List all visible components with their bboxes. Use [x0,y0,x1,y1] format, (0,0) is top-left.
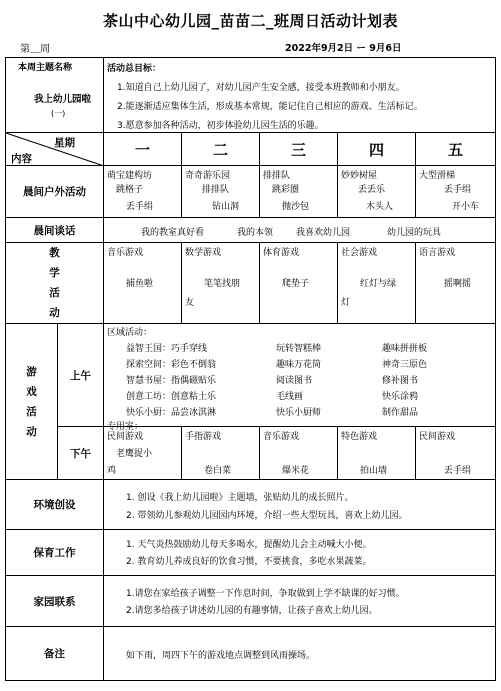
date-range: 2022年9月2日 ー 9月6日 [285,43,402,54]
outdoor-item: 丢手绢 [444,185,472,195]
teaching-item: 灯 [341,298,351,308]
game-label-char: 游 [26,365,37,378]
area-item: 毛线画 [276,392,304,402]
teaching-cell [416,243,496,324]
teaching-label-char: 学 [49,267,60,279]
care-label: 保育工作 [6,530,104,576]
header-star: 星期 [54,137,75,149]
page-title: 茶山中心幼儿园_苗苗二_班周日活动计划表 [102,12,398,30]
family-label: 家园联系 [6,576,104,627]
pm-cell [104,427,182,480]
env-item: 2. 带领幼儿参观幼儿园园内环境，介绍一些大型玩具，喜欢上幼儿园。 [126,511,408,521]
goal-item: 3.愿意参加各种活动，初步体验幼儿园生活的乐趣。 [117,121,324,131]
pm-item: 拍山墙 [360,466,388,476]
note-row [6,627,496,681]
area-item: 探索空间：彩色不倒翁 [126,360,217,370]
header-content: 内容 [11,153,32,165]
teaching-cell [260,243,338,324]
teaching-item: 摇啊摇 [444,279,472,289]
day-mon: 一 [104,133,182,166]
teaching-label-char: 动 [49,307,60,319]
area-item: 趣味万花筒 [276,360,322,370]
pm-item: 老鹰捉小 [116,449,153,459]
area-item: 快乐小厨：品尝冰淇淋 [126,408,217,418]
note-text: 如下雨，周四下午的游戏地点调整到风雨操场。 [126,651,316,661]
game-label-char: 戏 [26,385,37,398]
area-label: 区域活动： [107,328,153,338]
teaching-label-char: 活 [49,287,60,299]
day-tue: 二 [182,133,260,166]
family-item: 1.请您在家给孩子调整一下作息时间，争取做到上学不缺课的好习惯。 [126,589,405,599]
goal-item: 1.知道自己上幼儿园了，对幼儿园产生安全感，接受本班教师和小朋友。 [117,83,405,93]
talk-item: 我的教室真好看 [141,228,205,238]
teaching-cell [104,243,182,324]
teaching-item: 笔笔找朋 [204,279,241,289]
area-item: 修补图书 [382,376,419,386]
outdoor-item: 钻山洞 [212,202,240,212]
pm-label: 下午 [58,427,104,480]
pm-cell [338,427,416,480]
teaching-type: 数学游戏 [185,248,222,258]
outdoor-cell [260,166,338,218]
outdoor-item: 跳格子 [116,185,144,195]
talk-item: 我的本领 [237,228,274,238]
area-item: 智慧书屋：指偶磁贴乐 [126,376,217,386]
teaching-type: 体育游戏 [263,248,300,258]
game-pm-row [6,427,496,480]
teaching-label-char: 教 [49,247,60,259]
header-corner [6,133,104,166]
family-row [6,576,496,627]
care-item: 1. 天气炎热鼓励幼儿每天多喝水，提醒幼儿会主动喊大小便。 [126,540,372,550]
outdoor-row [6,166,496,218]
goal-item: 2.能逐渐适应集体生活，形成基本常规，能记住自己相应的游戏、生活标记。 [117,102,423,112]
pm-type: 特色游戏 [341,432,378,442]
env-label: 环境创设 [6,480,104,530]
day-wed: 三 [260,133,338,166]
theme-sub: (一) [51,109,66,118]
day-fri: 五 [416,133,496,166]
special-label: 专用室： [107,422,144,432]
care-cell [104,530,496,576]
teaching-label [6,243,104,324]
pm-cell [260,427,338,480]
talk-item: 我喜欢幼儿园 [296,228,351,238]
teaching-item: 爬垫子 [282,279,310,289]
area-item: 益智王国：巧手穿线 [126,344,208,354]
talk-row [6,218,496,243]
teaching-row [6,243,496,324]
pm-type: 手指游戏 [185,432,222,442]
talk-label: 晨间谈话 [6,218,104,243]
outdoor-item: 丢手绢 [126,202,154,212]
outdoor-item: 妙妙树屋 [341,171,378,181]
pm-type: 民间游戏 [107,432,144,442]
theme-row [6,58,496,133]
teaching-type: 社会游戏 [341,248,378,258]
game-label-char: 活 [26,405,37,418]
outdoor-cell [104,166,182,218]
game-am-row [6,324,496,427]
teaching-type: 音乐游戏 [107,248,144,258]
care-item: 2. 教育幼儿养成良好的饮食习惯，不要挑食，多吃水果蔬菜。 [126,557,372,567]
talk-cell [104,218,496,243]
day-thu: 四 [338,133,416,166]
env-cell [104,480,496,530]
teaching-type: 语言游戏 [419,248,456,258]
teaching-item: 红灯与绿 [360,279,397,289]
pm-item: 鸡 [107,466,117,476]
teaching-item: 捕鱼啦 [126,279,154,289]
pm-item: 卷白菜 [204,466,232,476]
outdoor-label: 晨间户外活动 [6,166,104,218]
game-label-char: 动 [26,425,37,438]
note-cell [104,627,496,681]
pm-type: 音乐游戏 [263,432,300,442]
goals-label: 活动总目标： [107,64,162,74]
outdoor-item: 大型滑梯 [419,171,456,181]
goals-cell [104,58,496,133]
family-cell [104,576,496,627]
area-item: 阅读图书 [276,376,313,386]
outdoor-item: 抛沙包 [282,202,310,212]
area-item: 玩转智糕棒 [276,344,322,354]
plan-table [5,57,496,681]
area-item: 制作甜品 [382,408,419,418]
area-item: 快乐小厨师 [276,408,322,418]
teaching-cell [182,243,260,324]
weekday-row [6,133,496,166]
outdoor-cell [338,166,416,218]
family-item: 2.请您多给孩子讲述幼儿园的有趣事情，让孩子喜欢上幼儿园。 [126,606,378,616]
outdoor-item: 跳彩圈 [272,185,300,195]
outdoor-item: 排排队 [263,171,291,181]
pm-item: 丢手绢 [444,466,472,476]
area-item: 趣味拼拼板 [382,344,428,354]
theme-name: 我上幼儿园啦 [34,94,92,105]
pm-item: 爆米花 [282,466,310,476]
outdoor-item: 木头人 [366,202,394,212]
pm-cell [416,427,496,480]
outdoor-cell [416,166,496,218]
theme-cell [6,58,104,133]
area-item: 神奇三原色 [382,360,428,370]
outdoor-item: 奇奇游乐园 [185,171,231,181]
teaching-item: 友 [185,298,195,308]
talk-item: 幼儿园的玩具 [387,228,442,238]
area-cell [104,324,496,432]
subheader [0,40,501,56]
outdoor-item: 开小车 [452,202,480,212]
outdoor-item: 排排队 [202,185,230,195]
area-item: 快乐涂鸦 [382,392,419,402]
pm-cell [182,427,260,480]
am-label: 上午 [58,324,104,427]
outdoor-item: 萌宝建构坊 [107,171,153,181]
theme-label: 本周主题名称 [18,63,73,73]
area-item: 创意工坊：创意粘土乐 [126,392,217,402]
env-row [6,480,496,530]
env-item: 1. 创设《我上幼儿园啦》主题墙，张贴幼儿的成长照片。 [126,493,354,503]
outdoor-item: 丢丢乐 [358,185,386,195]
note-label: 备注 [6,627,104,681]
care-row [6,530,496,576]
game-label [6,324,58,480]
teaching-cell [338,243,416,324]
pm-type: 民间游戏 [419,432,456,442]
week-label: 第＿周 [20,44,50,55]
outdoor-cell [182,166,260,218]
